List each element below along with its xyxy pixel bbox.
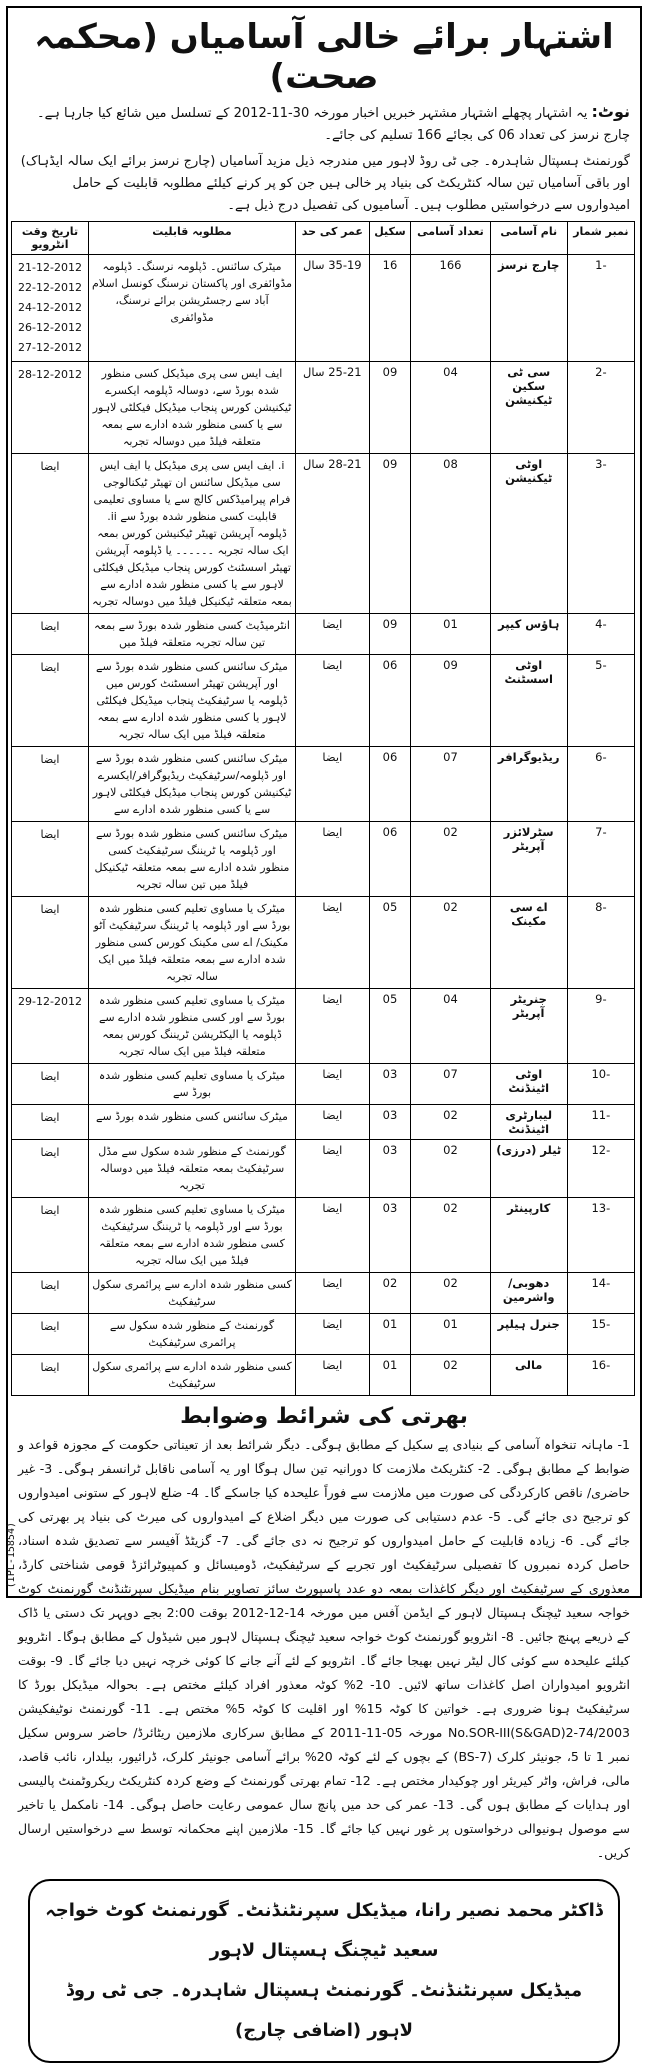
cell-date: ایضا	[12, 822, 89, 897]
cell-qual: گورنمنٹ کے منظور شدہ سکول سے مڈل سرٹیفکیٹ بمعہ متعلقہ فیلڈ میں دوسالہ تجربہ	[89, 1140, 296, 1198]
cell-qual: میٹرک یا مساوی تعلیم کسی منظور شدہ بورڈ سے اور ڈپلومہ یا ٹریننگ سرٹیفکیٹ کسی منظور شدہ ادارے سے بمعہ متعلقہ فیلڈ میں ایک سالہ تجربہ	[89, 1198, 296, 1273]
table-row	[12, 1314, 635, 1355]
header-count: تعداد آسامی	[411, 222, 490, 255]
cell-date: ایضا	[12, 454, 89, 614]
cell-age: ایضا	[296, 655, 370, 747]
cell-scale: 09	[369, 454, 411, 614]
cell-age: ایضا	[296, 1355, 370, 1396]
cell-date: 21-12-2012 22-12-2012 24-12-2012 26-12-2012 27-12-2012	[12, 255, 89, 362]
cell-count: 04	[411, 362, 490, 454]
cell-count: 02	[411, 1198, 490, 1273]
cell-age: ایضا	[296, 897, 370, 989]
cell-qual: i. ایف ایس سی پری میڈیکل یا ایف ایس سی میڈیکل سائنس ان تھیٹر ٹیکنالوجی فرام پیرامیڈکس کالج سے یا مساوی تعلیمی قابلیت کسی منظور شدہ بورڈ سے ii. ڈپلومہ آپریشن تھیٹر ٹیکنیشن کورس بمعہ ایک سالہ تجربہ ۔۔۔۔۔۔ یا ڈپلومہ آپریشن تھیٹر اسسٹنٹ کورس پنجاب میڈیکل فیکلٹی لاہور سے یا کسی منظور شدہ ادارے سے بمعہ متعلقہ ٹیکنیکل فیلڈ میں دوسالہ تجربہ	[89, 454, 296, 614]
cell-qual: میٹرک یا مساوی تعلیم کسی منظور شدہ بورڈ سے اور ڈپلومہ یا ٹریننگ سرٹیفکیٹ آٹو مکینک/ اے سی مکینک کورس کسی منظور شدہ ادارے سے بمعہ متعلقہ فیلڈ میں ایک سالہ تجربہ	[89, 897, 296, 989]
cell-qual: میٹرک سائنس کسی منظور شدہ بورڈ سے اور ڈپلومہ یا ٹریننگ سرٹیفکیٹ کسی منظور شدہ ادارے سے بمعہ متعلقہ ٹیکنیکل فیلڈ میں تین سالہ تجربہ	[89, 822, 296, 897]
signature-box	[28, 1879, 620, 2063]
cell-name: جنریٹر آپریٹر	[490, 989, 567, 1064]
cell-age: ایضا	[296, 1064, 370, 1105]
cell-qual: گورنمنٹ کے منظور شدہ سکول سے پرائمری سرٹیفکیٹ	[89, 1314, 296, 1355]
conditions-text: 1- ماہانہ تنخواہ آسامی کے بنیادی پے سکیل کے مطابق ہوگی۔ دیگر شرائط بعد از تعیناتی حکومت کے مجوزہ قواعد و ضوابط کے مطابق ہوگی۔ 2- کنٹریکٹ ملازمت کا دورانیہ تین سال ہوگا اور یہ آسامی ناقابل ٹرانسفر ہوگی۔ 3- غیر حاضری/ ناقص کارکردگی کی صورت میں ملازمت سے فوراً علیحدہ کیا جاسکے گا۔ 4- ضلع لاہور کے ستونی امیدواروں کو ترجیح دی جائے گی۔ 5- عدم دستیابی کی صورت میں دیگر اضلاع کے امیدواروں کی میرٹ کی بنیاد پر بھرتی کی جائے گی۔ 6- زیادہ قابلیت کے حامل امیدواروں کو ترجیح نہ دی جائے گی۔ 7- گزیٹڈ آفیسر سے تصدیق شدہ اسناد، حاصل کردہ نمبروں کا تفصیلی سرٹیفکیٹ اور تجربے کے سرٹیفکیٹ، ڈومیسائل و کمپیوٹرائزڈ قومی شناختی کارڈ، معذوری کے سرٹیفکیٹ اور دیگر کاغذات بمعہ دو عدد پاسپورٹ سائز تصاویر بنام میڈیکل سپرنٹنڈنٹ گورنمنٹ کوٹ خواجہ سعید ٹیچنگ ہسپتال لاہور کے ایڈمن آفس میں مورخہ 14-12-2012 بوقت 2:00 بجے دوپہر تک دستی یا ڈاک کے ذریعے پہنچ جائیں۔ 8- انٹرویو گورنمنٹ کوٹ خواجہ سعید ٹیچنگ ہسپتال لاہور میں شیڈول کے مطابق ہوگا۔ انٹرویو کیلئے علیحدہ سے کوئی کال لیٹر نہیں بھیجا جائے گا۔ انٹرویو کے لئے آنے جانے کا کوئی خرچہ نہیں دیا جائے گا۔ 9- بوقت انٹرویو امیدواران اصل کاغذات ساتھ لائیں۔ 10- 2% کوٹہ معذور افراد کیلئے مختص ہے۔ بحوالہ میڈیکل بورڈ کا سرٹیفکیٹ ہونا ضروری ہے۔ خواتین کا کوٹہ 15% اور اقلیت کا کوٹہ 5% مختص ہے۔ 11- گورنمنٹ نوٹیفکیشن No.SOR-III(S&GAD)2-74/2003 مورخہ 05-11-2011 کے مطابق سرکاری ملازمین ریٹائرڈ/ حاضر سروس سکیل نمبر 1 تا 5، جونیئر کلرک (BS-7) کے بچوں کے لئے کوٹہ 20% برائے آسامی جونیئر کلرک، ڈرائیور، بیلدار، نائب قاصد، مالی، فراش، واٹر کیریئر اور چوکیدار مختص ہے۔ 12- تمام بھرتی گورنمنٹ کے وضع کردہ کنٹریکٹ ریکروٹمنٹ پالیسی اور ہدایات کے مطابق ہوں گی۔ 13- عمر کی حد میں پانچ سال عمومی رعایت حاصل ہوگی۔ 14- نامکمل یا تاخیر سے موصول ہونیوالی درخواستوں پر غور نہیں کیا جائے گا۔ 15- ملازمین اپنے محکمانہ توسط سے درخواستیں ارسال کریں۔	[18, 1437, 631, 1860]
advertisement-page	[6, 6, 642, 2041]
header-age: عمر کی حد	[296, 222, 370, 255]
table-row	[12, 1355, 635, 1396]
cell-age: ایضا	[296, 1198, 370, 1273]
vacancies-table	[11, 221, 635, 1396]
cell-no: -16	[567, 1355, 634, 1396]
cell-name: سٹرلائزر آپریٹر	[490, 822, 567, 897]
cell-qual: میٹرک یا مساوی تعلیم کسی منظور شدہ بورڈ سے	[89, 1064, 296, 1105]
cell-age: 28-21 سال	[296, 454, 370, 614]
cell-qual: میٹرک سائنس۔ ڈپلومہ نرسنگ۔ ڈپلومہ مڈوائفری اور پاکستان نرسنگ کونسل اسلام آباد سے رجسٹریشن برائے نرسنگ، مڈوائفری	[89, 255, 296, 362]
cell-age: ایضا	[296, 989, 370, 1064]
table-row	[12, 255, 635, 362]
cell-date: 28-12-2012	[12, 362, 89, 454]
cell-no: -5	[567, 655, 634, 747]
ad-code: (IPL-15854)	[6, 1521, 17, 1588]
cell-date: ایضا	[12, 1273, 89, 1314]
cell-scale: 06	[369, 747, 411, 822]
table-header-row	[12, 222, 635, 255]
table-row	[12, 822, 635, 897]
cell-scale: 09	[369, 362, 411, 454]
note-label: نوٹ:	[591, 102, 630, 121]
header-date: تاریخ وقت انٹرویو	[12, 222, 89, 255]
cell-date: ایضا	[12, 747, 89, 822]
cell-no: -8	[567, 897, 634, 989]
cell-age: ایضا	[296, 1140, 370, 1198]
cell-no: -10	[567, 1064, 634, 1105]
cell-scale: 03	[369, 1064, 411, 1105]
cell-age: 25-21 سال	[296, 362, 370, 454]
table-row	[12, 1273, 635, 1314]
cell-scale: 03	[369, 1140, 411, 1198]
table-row	[12, 614, 635, 655]
cell-date: ایضا	[12, 1105, 89, 1140]
footer-line-2: میڈیکل سپرنٹنڈنٹ۔ گورنمنٹ ہسپتال شاہدرہ۔ جی ٹی روڈ لاہور (اضافی چارج)	[65, 1980, 583, 2041]
table-row	[12, 989, 635, 1064]
header-scale: سکیل	[369, 222, 411, 255]
cell-no: -6	[567, 747, 634, 822]
table-row	[12, 1198, 635, 1273]
cell-scale: 03	[369, 1105, 411, 1140]
cell-count: 08	[411, 454, 490, 614]
cell-date: 29-12-2012	[12, 989, 89, 1064]
cell-qual: میٹرک سائنس کسی منظور شدہ بورڈ سے اور ڈپلومہ/سرٹیفکیٹ ریڈیوگرافر/ایکسرے ٹیکنیشن کورس پنجاب میڈیکل فیکلٹی لاہور سے یا کسی منظور شدہ ادارے سے	[89, 747, 296, 822]
cell-no: -14	[567, 1273, 634, 1314]
cell-date: ایضا	[12, 1140, 89, 1198]
header-qual: مطلوبہ قابلیت	[89, 222, 296, 255]
cell-name: اوٹی اسسٹنٹ	[490, 655, 567, 747]
header-name: نام آسامی	[490, 222, 567, 255]
cell-no: -15	[567, 1314, 634, 1355]
table-row	[12, 1064, 635, 1105]
page-title: اشتہار برائے خالی آسامیاں (محکمہ صحت)	[34, 17, 614, 97]
cell-qual: انٹرمیڈیٹ کسی منظور شدہ بورڈ سے بمعہ تین سالہ تجربہ متعلقہ فیلڈ میں	[89, 614, 296, 655]
table-row	[12, 655, 635, 747]
cell-name: کارپینٹر	[490, 1198, 567, 1273]
table-row	[12, 454, 635, 614]
cell-scale: 05	[369, 989, 411, 1064]
intro-paragraph: گورنمنٹ ہسپتال شاہدرہ۔ جی ٹی روڈ لاہور میں مندرجہ ذیل مزید آسامیاں (چارج نرسز برائے ایک سالہ ایڈہاک) اور باقی آسامیاں تین سالہ کنٹریکٹ کی بنیاد پر خالی ہیں جن کو پر کرنے کیلئے مطلوبہ قابلیت کے حامل امیدواروں سے درخواستیں مطلوب ہیں۔ آسامیوں کی تفصیل درج ذیل ہے۔	[20, 154, 630, 213]
cell-count: 07	[411, 747, 490, 822]
table-row	[12, 1105, 635, 1140]
table-row	[12, 1140, 635, 1198]
cell-no: -4	[567, 614, 634, 655]
cell-qual: کسی منظور شدہ ادارے سے پرائمری سکول سرٹیفکیٹ	[89, 1355, 296, 1396]
cell-no: -12	[567, 1140, 634, 1198]
cell-count: 02	[411, 1273, 490, 1314]
table-row	[12, 897, 635, 989]
cell-date: ایضا	[12, 1355, 89, 1396]
cell-date: ایضا	[12, 1314, 89, 1355]
cell-age: ایضا	[296, 1105, 370, 1140]
conditions-title: بھرتی کی شرائط وضوابط	[180, 1404, 468, 1429]
note-paragraph	[8, 101, 640, 147]
cell-count: 02	[411, 1355, 490, 1396]
cell-count: 01	[411, 614, 490, 655]
cell-age: ایضا	[296, 1314, 370, 1355]
cell-date: ایضا	[12, 897, 89, 989]
cell-scale: 03	[369, 1198, 411, 1273]
cell-age: ایضا	[296, 614, 370, 655]
footer-line-1: ڈاکٹر محمد نصیر رانا، میڈیکل سپرنٹنڈنٹ۔ گورنمنٹ کوٹ خواجہ سعید ٹیچنگ ہسپتال لاہور	[45, 1900, 603, 1961]
cell-name: اے سی مکینک	[490, 897, 567, 989]
cell-qual: کسی منظور شدہ ادارے سے پرائمری سکول سرٹیفکیٹ	[89, 1273, 296, 1314]
cell-no: -11	[567, 1105, 634, 1140]
cell-scale: 16	[369, 255, 411, 362]
table-row	[12, 362, 635, 454]
cell-scale: 06	[369, 655, 411, 747]
cell-scale: 01	[369, 1355, 411, 1396]
cell-scale: 09	[369, 614, 411, 655]
cell-name: ریڈیوگرافر	[490, 747, 567, 822]
cell-scale: 01	[369, 1314, 411, 1355]
cell-no: -7	[567, 822, 634, 897]
header-no: نمبر شمار	[567, 222, 634, 255]
table-body	[12, 255, 635, 1396]
cell-name: سی ٹی سکین ٹیکنیشن	[490, 362, 567, 454]
cell-age: ایضا	[296, 822, 370, 897]
cell-count: 01	[411, 1314, 490, 1355]
cell-name: جنرل ہیلپر	[490, 1314, 567, 1355]
cell-no: -13	[567, 1198, 634, 1273]
cell-name: ہاؤس کیپر	[490, 614, 567, 655]
cell-qual: ایف ایس سی پری میڈیکل کسی منظور شدہ بورڈ سے، دوسالہ ڈپلومہ ایکسرے ٹیکنیشن کورس پنجاب میڈیکل فیکلٹی لاہور سے یا کسی منظور شدہ ادارے سے بمعہ متعلقہ فیلڈ میں دوسالہ تجربہ	[89, 362, 296, 454]
cell-count: 09	[411, 655, 490, 747]
cell-name: دھوبی/واشرمین	[490, 1273, 567, 1314]
cell-no: -9	[567, 989, 634, 1064]
cell-date: ایضا	[12, 1198, 89, 1273]
cell-age: ایضا	[296, 747, 370, 822]
cell-count: 166	[411, 255, 490, 362]
cell-date: ایضا	[12, 614, 89, 655]
cell-no: -1	[567, 255, 634, 362]
cell-qual: میٹرک سائنس کسی منظور شدہ بورڈ سے اور آپریشن تھیٹر اسسٹنٹ کورس میں ڈپلومہ یا سرٹیفکیٹ پنجاب میڈیکل فیکلٹی لاہور یا کسی منظور شدہ ادارے سے بمعہ متعلقہ فیلڈ میں ایک سالہ تجربہ	[89, 655, 296, 747]
cell-name: ٹیلر (درزی)	[490, 1140, 567, 1198]
cell-name: اوٹی اٹینڈنٹ	[490, 1064, 567, 1105]
cell-count: 07	[411, 1064, 490, 1105]
cell-name: لیبارٹری اٹینڈنٹ	[490, 1105, 567, 1140]
cell-name: چارج نرسز	[490, 255, 567, 362]
note-text: یہ اشتہار پچھلے اشتہار مشتہر خبریں اخبار مورخہ 30-11-2012 کے تسلسل میں شائع کیا جارہا ہے۔ چارج نرسز کی تعداد 06 کی بجائے 166 تسلیم کی جائے۔	[36, 106, 630, 143]
cell-name: اوٹی ٹیکنیشن	[490, 454, 567, 614]
cell-date: ایضا	[12, 655, 89, 747]
table-row	[12, 747, 635, 822]
cell-age: 35-19 سال	[296, 255, 370, 362]
cell-qual: میٹرک یا مساوی تعلیم کسی منظور شدہ بورڈ سے اور کسی منظور شدہ ادارے سے ڈپلومہ یا الیکٹریشن ٹریننگ کورس بمعہ متعلقہ فیلڈ میں ایک سالہ تجربہ	[89, 989, 296, 1064]
cell-scale: 06	[369, 822, 411, 897]
cell-count: 02	[411, 1140, 490, 1198]
cell-age: ایضا	[296, 1273, 370, 1314]
cell-count: 04	[411, 989, 490, 1064]
cell-qual: میٹرک سائنس کسی منظور شدہ بورڈ سے	[89, 1105, 296, 1140]
cell-no: -3	[567, 454, 634, 614]
cell-scale: 02	[369, 1273, 411, 1314]
cell-count: 02	[411, 897, 490, 989]
cell-no: -2	[567, 362, 634, 454]
cell-name: مالی	[490, 1355, 567, 1396]
cell-date: ایضا	[12, 1064, 89, 1105]
cell-scale: 05	[369, 897, 411, 989]
cell-count: 02	[411, 1105, 490, 1140]
cell-count: 02	[411, 822, 490, 897]
